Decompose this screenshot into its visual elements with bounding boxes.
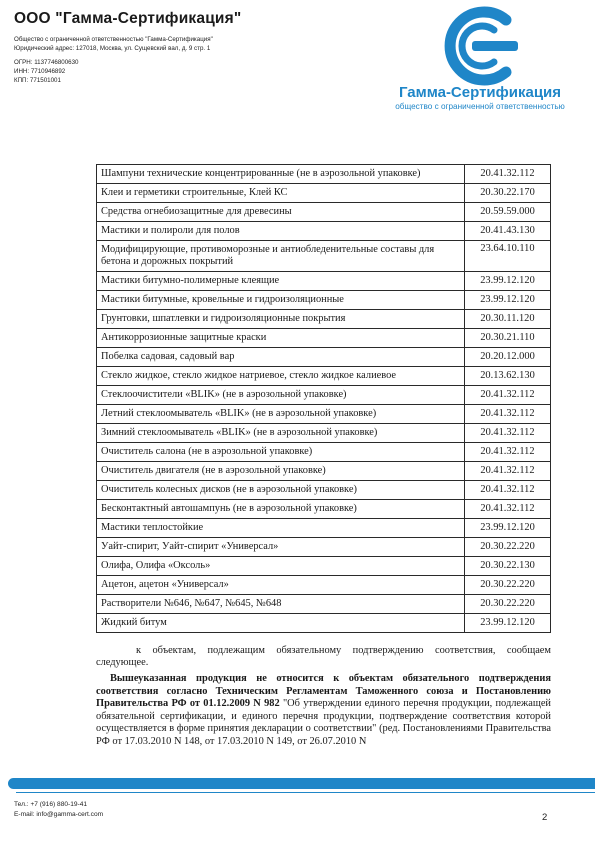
ogrn: ОГРН: 1137746800630 bbox=[14, 59, 79, 66]
product-name: Грунтовки, шпатлевки и гидроизоляционные покрытия bbox=[97, 310, 465, 329]
product-name: Средства огнебиозащитные для древесины bbox=[97, 203, 465, 222]
product-name: Мастики и полироли для полов bbox=[97, 222, 465, 241]
kpp: КПП: 771501001 bbox=[14, 77, 61, 84]
footer-contacts bbox=[14, 800, 103, 820]
paragraph-conclusion bbox=[96, 673, 551, 749]
product-name: Олифа, Олифа «Оксоль» bbox=[97, 557, 465, 576]
table-row bbox=[97, 481, 551, 500]
table-row bbox=[97, 222, 551, 241]
product-name: Жидкий битум bbox=[97, 614, 465, 633]
table-row bbox=[97, 538, 551, 557]
product-name: Ацетон, ацетон «Универсал» bbox=[97, 576, 465, 595]
product-name: Мастики теплостойкие bbox=[97, 519, 465, 538]
product-name: Мастики битумно-полимерные клеящие bbox=[97, 272, 465, 291]
gamma-logo-icon bbox=[434, 6, 520, 86]
paragraph-bold-part: Вышеуказанная продукция не относится к объектам обязательного подтверждения соответствия согласно Техническим Регламентам Таможенного союза и Постановлению Правительства РФ от 01.12.2009 N 982 bbox=[96, 673, 551, 710]
product-name: Шампуни технические концентрированные (не в аэрозольной упаковке) bbox=[97, 165, 465, 184]
product-code: 20.13.62.130 bbox=[465, 367, 551, 386]
product-name: Зимний стеклоомыватель «BLIK» (не в аэрозольной упаковке) bbox=[97, 424, 465, 443]
product-code: 20.30.11.120 bbox=[465, 310, 551, 329]
product-code: 23.99.12.120 bbox=[465, 291, 551, 310]
table-row bbox=[97, 310, 551, 329]
product-code: 20.30.21.110 bbox=[465, 329, 551, 348]
product-name: Клеи и герметики строительные, Клей КС bbox=[97, 184, 465, 203]
footer-bar bbox=[8, 778, 595, 789]
table-row bbox=[97, 405, 551, 424]
table-row bbox=[97, 614, 551, 633]
product-code: 20.41.32.112 bbox=[465, 165, 551, 184]
product-code: 23.99.12.120 bbox=[465, 272, 551, 291]
product-name: Побелка садовая, садовый вар bbox=[97, 348, 465, 367]
table-row bbox=[97, 462, 551, 481]
product-code: 20.41.32.112 bbox=[465, 443, 551, 462]
product-code: 20.41.32.112 bbox=[465, 462, 551, 481]
legal-address: Юридический адрес: 127018, Москва, ул. Сущевский вал, д. 9 стр. 1 bbox=[14, 45, 211, 52]
product-code: 23.64.10.110 bbox=[465, 241, 551, 272]
company-header bbox=[14, 10, 344, 85]
table-row bbox=[97, 272, 551, 291]
table-row bbox=[97, 595, 551, 614]
company-name: ООО "Гамма-Сертификация" bbox=[14, 10, 242, 27]
product-name: Мастики битумные, кровельные и гидроизоляционные bbox=[97, 291, 465, 310]
table-row bbox=[97, 329, 551, 348]
footer-divider bbox=[16, 792, 595, 793]
table-row bbox=[97, 443, 551, 462]
table-row bbox=[97, 519, 551, 538]
product-name: Модифицирующие, противоморозные и антиобледенительные составы для бетона и дорожных покрытий bbox=[97, 241, 465, 272]
inn: ИНН: 7710946892 bbox=[14, 68, 66, 75]
product-name: Уайт-спирит, Уайт-спирит «Универсал» bbox=[97, 538, 465, 557]
product-codes-table bbox=[96, 164, 551, 633]
product-name: Бесконтактный автошампунь (не в аэрозольной упаковке) bbox=[97, 500, 465, 519]
paragraph-intro: к объектам, подлежащим обязательному подтверждению соответствия, сообщаем следующее. bbox=[96, 645, 551, 668]
product-name: Летний стеклоомыватель «BLIK» (не в аэрозольной упаковке) bbox=[97, 405, 465, 424]
product-code: 20.41.32.112 bbox=[465, 405, 551, 424]
paragraph-regular-part: "Об утверждении единого перечня продукции, подлежащей обязательной сертификации, и единого перечня продукции, подтверждение соответствия которой осуществляется в форме принятия декларации о соответствии" (ред. Постановлениями Правительства РФ от 17.03.2010 N 148, от 17.03.2010 N 149, от 26.07.2010 N bbox=[96, 698, 551, 747]
footer-phone: Тел.: +7 (916) 880-19-41 bbox=[14, 801, 88, 808]
page-number: 2 bbox=[542, 812, 548, 823]
table-row bbox=[97, 576, 551, 595]
product-code: 20.41.32.112 bbox=[465, 424, 551, 443]
table-row bbox=[97, 184, 551, 203]
product-name: Очиститель двигателя (не в аэрозольной упаковке) bbox=[97, 462, 465, 481]
footer-email: E-mail: info@gamma-cert.com bbox=[14, 811, 104, 818]
logo-brand-name: Гамма-Сертификация bbox=[398, 84, 562, 101]
table-row bbox=[97, 386, 551, 405]
table-row bbox=[97, 557, 551, 576]
table-row bbox=[97, 203, 551, 222]
table-row bbox=[97, 367, 551, 386]
product-code: 23.99.12.120 bbox=[465, 519, 551, 538]
product-name: Очиститель колесных дисков (не в аэрозольной упаковке) bbox=[97, 481, 465, 500]
product-code: 20.30.22.170 bbox=[465, 184, 551, 203]
table-row bbox=[97, 348, 551, 367]
product-code: 20.41.32.112 bbox=[465, 386, 551, 405]
table-row bbox=[97, 291, 551, 310]
table-row bbox=[97, 241, 551, 272]
table-row bbox=[97, 165, 551, 184]
product-code: 20.41.32.112 bbox=[465, 500, 551, 519]
company-logo bbox=[380, 6, 580, 114]
company-full-name: Общество с ограниченной ответственностью "Гамма-Сертификация" bbox=[14, 36, 213, 43]
table-row bbox=[97, 424, 551, 443]
product-code: 20.59.59.000 bbox=[465, 203, 551, 222]
product-code: 23.99.12.120 bbox=[465, 614, 551, 633]
product-code: 20.30.22.220 bbox=[465, 538, 551, 557]
product-code: 20.20.12.000 bbox=[465, 348, 551, 367]
product-name: Очиститель салона (не в аэрозольной упаковке) bbox=[97, 443, 465, 462]
logo-subtitle: общество с ограниченной ответственностью bbox=[395, 102, 565, 111]
product-name: Антикоррозионные защитные краски bbox=[97, 329, 465, 348]
product-name: Стекло жидкое, стекло жидкое натриевое, стекло жидкое калиевое bbox=[97, 367, 465, 386]
product-code: 20.41.43.130 bbox=[465, 222, 551, 241]
product-name: Растворители №646, №647, №645, №648 bbox=[97, 595, 465, 614]
table-row bbox=[97, 500, 551, 519]
product-code: 20.30.22.220 bbox=[465, 595, 551, 614]
product-code: 20.41.32.112 bbox=[465, 481, 551, 500]
product-code: 20.30.22.130 bbox=[465, 557, 551, 576]
product-code: 20.30.22.220 bbox=[465, 576, 551, 595]
product-name: Стеклоочистители «BLIK» (не в аэрозольной упаковке) bbox=[97, 386, 465, 405]
